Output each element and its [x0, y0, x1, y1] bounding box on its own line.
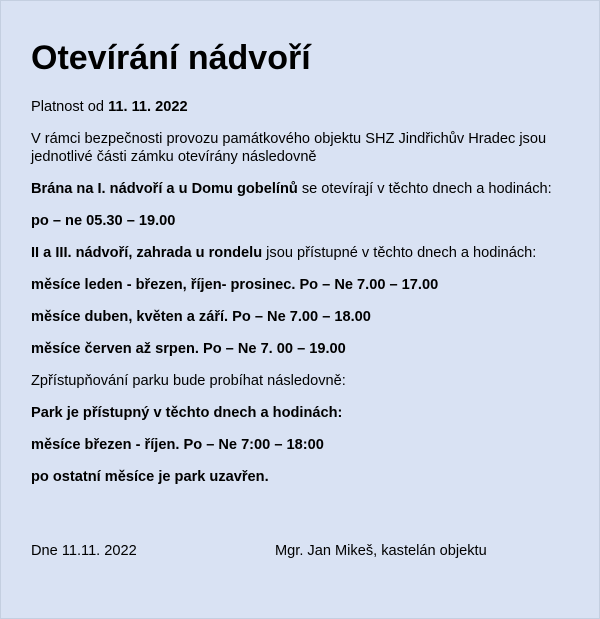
- courtyard-hours-spring: měsíce duben, květen a září. Po – Ne 7.00 – 18.00: [31, 309, 371, 325]
- courtyard-hours-summer: měsíce červen až srpen. Po – Ne 7. 00 – 19.00: [31, 341, 346, 357]
- park-heading: Park je přístupný v těchto dnech a hodinách:: [31, 405, 343, 421]
- gate-name: Brána na I. nádvoří a u Domu gobelínů: [31, 181, 298, 197]
- courtyard-hours-winter: měsíce leden - březen, říjen- prosinec. Po – Ne 7.00 – 17.00: [31, 277, 439, 293]
- gate-line: [31, 180, 576, 198]
- park-intro: Zpřístupňování parku bude probíhat následovně:: [31, 373, 346, 389]
- validity-line: [31, 98, 576, 116]
- gate-text: se otevírají v těchto dnech a hodinách:: [297, 181, 552, 197]
- courtyards-name: II a III. nádvoří, zahrada u rondelu: [31, 245, 263, 261]
- footer-signature: Mgr. Jan Mikeš, kastelán objektu: [275, 543, 487, 559]
- gate-hours: po – ne 05.30 – 19.00: [31, 213, 176, 229]
- page-title: Otevírání nádvoří: [31, 39, 311, 77]
- courtyards-text: jsou přístupné v těchto dnech a hodinách:: [262, 245, 537, 261]
- park-hours: měsíce březen - říjen. Po – Ne 7:00 – 18:00: [31, 437, 324, 453]
- intro-text: V rámci bezpečnosti provozu památkového objektu SHZ Jindřichův Hradec jsou jednotlivé části zámku otevírány následovně: [31, 131, 547, 165]
- courtyards-line: [31, 244, 576, 262]
- validity-prefix: Platnost od: [31, 99, 109, 115]
- notice-body: [31, 98, 576, 500]
- park-closed: po ostatní měsíce je park uzavřen.: [31, 469, 269, 485]
- validity-date: 11. 11. 2022: [108, 99, 188, 115]
- footer-date: Dne 11.11. 2022: [31, 543, 137, 559]
